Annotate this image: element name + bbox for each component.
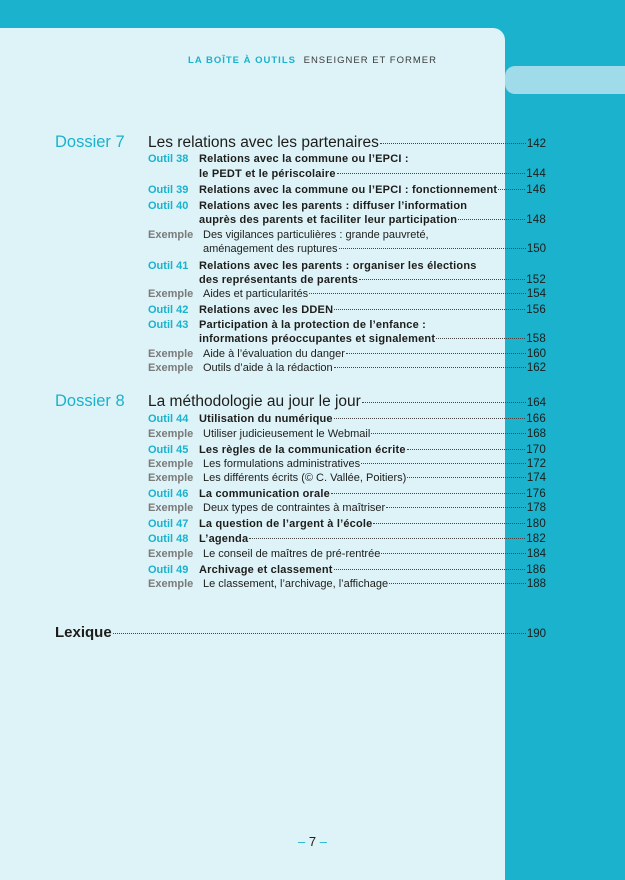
- outil-44-title: Utilisation du numérique: [199, 413, 333, 425]
- outil-38-page: 144: [526, 168, 546, 180]
- outil-47-page: 180: [526, 518, 546, 530]
- outil-45-row[interactable]: [199, 444, 546, 456]
- outil-41-row[interactable]: [199, 274, 546, 286]
- exemple-188-page: 188: [526, 578, 546, 590]
- exemple-150-label: Exemple: [148, 229, 194, 241]
- outil-42-label: Outil 42: [148, 304, 189, 316]
- outil-40-row[interactable]: [199, 214, 546, 226]
- outil-40-page: 148: [526, 214, 546, 226]
- outil-49-page: 186: [526, 564, 546, 576]
- outil-41-page: 152: [526, 274, 546, 286]
- outil-40-label: Outil 40: [148, 200, 189, 212]
- exemple-188-label: Exemple: [148, 578, 194, 590]
- exemple-172-page: 172: [526, 458, 546, 470]
- page-number-value: 7: [308, 834, 317, 849]
- outil-48-label: Outil 48: [148, 533, 189, 545]
- dossier-8-label: Dossier 8: [55, 392, 125, 410]
- exemple-150-page: 150: [526, 243, 546, 255]
- lexique-page: 190: [526, 628, 546, 640]
- exemple-172-label: Exemple: [148, 458, 194, 470]
- exemple-154-page: 154: [526, 288, 546, 300]
- outil-41-title-l2: des représentants de parents: [199, 274, 359, 286]
- outil-39-row[interactable]: [199, 184, 546, 196]
- outil-41-label: Outil 41: [148, 260, 189, 272]
- exemple-172-row[interactable]: [203, 458, 546, 470]
- outil-43-label: Outil 43: [148, 319, 189, 331]
- exemple-184-title: Le conseil de maîtres de pré-rentrée: [203, 548, 381, 560]
- outil-46-title: La communication orale: [199, 488, 330, 500]
- exemple-178-page: 178: [526, 502, 546, 514]
- exemple-172-title: Les formulations administratives: [203, 458, 361, 470]
- exemple-178-title: Deux types de contraintes à maîtriser: [203, 502, 386, 514]
- exemple-174-page: 174: [526, 472, 546, 484]
- exemple-174-label: Exemple: [148, 472, 194, 484]
- exemple-168-label: Exemple: [148, 428, 194, 440]
- dossier-7-label: Dossier 7: [55, 133, 125, 151]
- exemple-160-title: Aide à l’évaluation du danger: [203, 348, 345, 360]
- page-number: [0, 834, 625, 849]
- outil-48-row[interactable]: [199, 533, 546, 545]
- outil-49-label: Outil 49: [148, 564, 189, 576]
- outil-46-page: 176: [526, 488, 546, 500]
- exemple-160-row[interactable]: [203, 348, 546, 360]
- dossier-8-title: La méthodologie au jour le jour: [148, 393, 361, 410]
- bottom-tab-decoration: [505, 850, 625, 880]
- exemple-160-label: Exemple: [148, 348, 194, 360]
- exemple-168-row[interactable]: [203, 428, 546, 440]
- exemple-188-row[interactable]: [203, 578, 546, 590]
- exemple-188-title: Le classement, l’archivage, l’affichage: [203, 578, 389, 590]
- outil-44-label: Outil 44: [148, 413, 189, 425]
- dossier-8-page: 164: [526, 397, 546, 409]
- exemple-178-row[interactable]: [203, 502, 546, 514]
- outil-48-title: L’agenda: [199, 533, 249, 545]
- outil-45-page: 170: [526, 444, 546, 456]
- dossier-7-title-row[interactable]: [148, 134, 546, 152]
- outil-47-row[interactable]: [199, 518, 546, 530]
- exemple-162-title: Outils d’aide à la rédaction: [203, 362, 333, 374]
- exemple-174-title: Les différents écrits (© C. Vallée, Poitiers): [203, 472, 407, 484]
- outil-47-title: La question de l’argent à l’école: [199, 518, 373, 530]
- outil-44-page: 166: [526, 413, 546, 425]
- outil-39-page: 146: [526, 184, 546, 196]
- lexique-title: Lexique: [55, 624, 112, 641]
- outil-42-page: 156: [526, 304, 546, 316]
- exemple-184-row[interactable]: [203, 548, 546, 560]
- outil-49-title: Archivage et classement: [199, 564, 333, 576]
- exemple-162-label: Exemple: [148, 362, 194, 374]
- running-header: [0, 55, 625, 66]
- dossier-7-title: Les relations avec les partenaires: [148, 134, 379, 151]
- outil-43-title-l1[interactable]: Participation à la protection de l’enfance :: [199, 319, 427, 331]
- outil-39-label: Outil 39: [148, 184, 189, 196]
- exemple-178-label: Exemple: [148, 502, 194, 514]
- outil-46-row[interactable]: [199, 488, 546, 500]
- exemple-154-label: Exemple: [148, 288, 194, 300]
- exemple-150-title-l2: aménagement des ruptures: [203, 243, 338, 255]
- outil-45-label: Outil 45: [148, 444, 189, 456]
- outil-42-row[interactable]: [199, 304, 546, 316]
- header-subtitle: ENSEIGNER ET FORMER: [303, 55, 437, 66]
- outil-43-title-l2: informations préoccupantes et signalement: [199, 333, 436, 345]
- top-tab-decoration: [505, 66, 625, 94]
- outil-42-title: Relations avec les DDEN: [199, 304, 334, 316]
- exemple-168-title: Utiliser judicieusement le Webmail: [203, 428, 371, 440]
- exemple-154-title: Aides et particularités: [203, 288, 309, 300]
- outil-47-label: Outil 47: [148, 518, 189, 530]
- outil-40-title-l1[interactable]: Relations avec les parents : diffuser l’information: [199, 200, 468, 212]
- exemple-162-row[interactable]: [203, 362, 546, 374]
- lexique-row[interactable]: [55, 624, 546, 641]
- outil-43-page: 158: [526, 333, 546, 345]
- page-number-dash-left: –: [298, 834, 306, 849]
- outil-45-title: Les règles de la communication écrite: [199, 444, 406, 456]
- outil-39-title: Relations avec la commune ou l’EPCI : fonctionnement: [199, 184, 498, 196]
- outil-48-page: 182: [526, 533, 546, 545]
- exemple-168-page: 168: [526, 428, 546, 440]
- outil-38-row[interactable]: [199, 168, 546, 180]
- exemple-150-title-l1[interactable]: Des vigilances particulières : grande pauvreté,: [203, 229, 429, 241]
- exemple-150-row[interactable]: [203, 243, 546, 255]
- outil-44-row[interactable]: [199, 413, 546, 425]
- exemple-154-row[interactable]: [203, 288, 546, 300]
- outil-41-title-l1[interactable]: Relations avec les parents : organiser les élections: [199, 260, 477, 272]
- exemple-184-label: Exemple: [148, 548, 194, 560]
- dossier-8-title-row[interactable]: [148, 393, 546, 411]
- header-brand: LA BOÎTE À OUTILS: [188, 55, 296, 66]
- page-number-dash-right: –: [319, 834, 327, 849]
- outil-43-row[interactable]: [199, 333, 546, 345]
- outil-49-row[interactable]: [199, 564, 546, 576]
- exemple-160-page: 160: [526, 348, 546, 360]
- outil-38-label: Outil 38: [148, 153, 189, 165]
- exemple-162-page: 162: [526, 362, 546, 374]
- exemple-184-page: 184: [526, 548, 546, 560]
- exemple-174-row[interactable]: [203, 472, 546, 484]
- dossier-7-page: 142: [526, 138, 546, 150]
- outil-38-title-l2: le PEDT et le périscolaire: [199, 168, 336, 180]
- outil-46-label: Outil 46: [148, 488, 189, 500]
- outil-40-title-l2: auprès des parents et faciliter leur participation: [199, 214, 458, 226]
- outil-38-title-l1[interactable]: Relations avec la commune ou l’EPCI :: [199, 153, 409, 165]
